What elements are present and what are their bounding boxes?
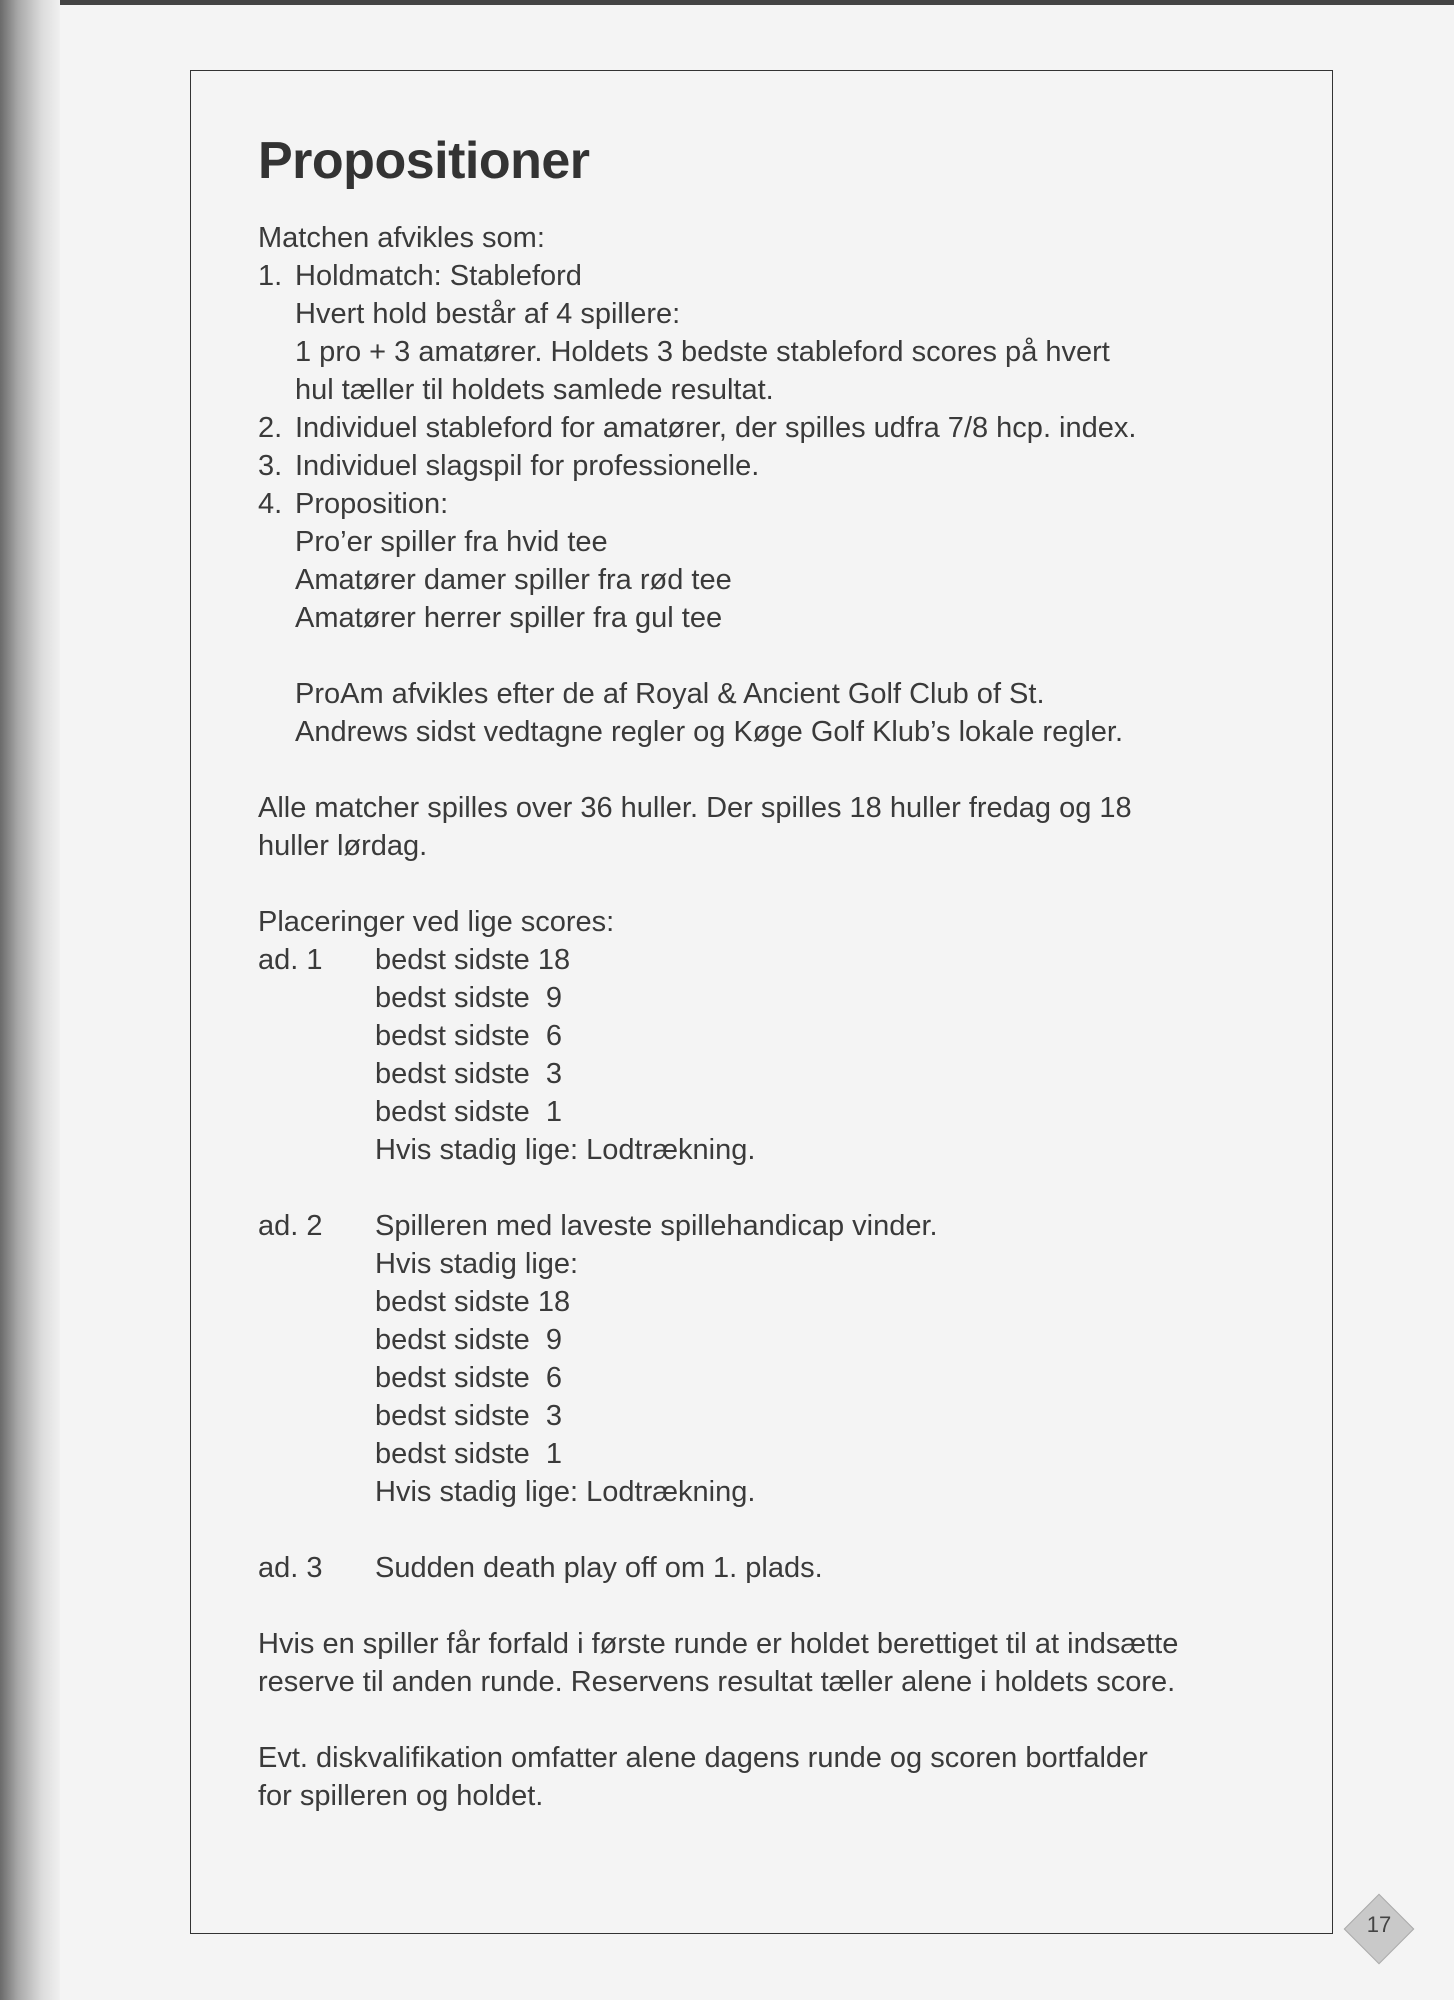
ad-section-2 <box>258 1207 1298 1511</box>
list-item <box>258 409 1298 447</box>
list-line: Pro’er spiller fra hvid tee <box>295 526 608 558</box>
list-line: Amatører herrer spiller fra gul tee <box>295 602 723 634</box>
page-top-edge <box>0 0 1454 5</box>
ad-line: Hvis stadig lige: <box>375 1248 579 1280</box>
ad-line: bedst sidste 6 <box>375 1362 562 1394</box>
ad-line: bedst sidste 3 <box>375 1058 562 1090</box>
page-content <box>258 125 1298 1815</box>
ad-label: ad. 3 <box>258 1552 323 1584</box>
list-item <box>258 485 1298 751</box>
list-item <box>258 257 1298 409</box>
tie-heading: Placeringer ved lige scores: <box>258 906 615 938</box>
ad-line: bedst sidste 1 <box>375 1438 562 1470</box>
list-item <box>258 447 1298 485</box>
page-title: Propositioner <box>258 132 590 190</box>
disqualification-note <box>258 1739 1298 1815</box>
reserve-note-line: reserve til anden runde. Reservens resultat tæller alene i holdets score. <box>258 1666 1176 1698</box>
list-line: Hvert hold består af 4 spillere: <box>295 298 681 330</box>
dq-note-line: Evt. diskvalifikation omfatter alene dagens runde og scoren bortfalder <box>258 1742 1148 1774</box>
binding-gutter-shadow <box>0 0 60 2000</box>
list-line: Individuel slagspil for professionelle. <box>295 450 760 482</box>
list-line: Proposition: <box>295 488 449 520</box>
ad-section-1 <box>258 941 1298 1169</box>
page-number: 17 <box>1366 1912 1392 1937</box>
list-line: hul tæller til holdets samlede resultat. <box>295 374 774 406</box>
ad-line: bedst sidste 3 <box>375 1400 562 1432</box>
list-line: 1 pro + 3 amatører. Holdets 3 bedste stableford scores på hvert <box>295 336 1110 368</box>
ad-line: bedst sidste 18 <box>375 944 571 976</box>
matches-note-line: Alle matcher spilles over 36 huller. Der spilles 18 huller fredag og 18 <box>258 792 1132 824</box>
ad-section-3 <box>258 1549 1298 1587</box>
list-line: Individuel stableford for amatører, der spilles udfra 7/8 hcp. index. <box>295 412 1137 444</box>
ad-label: ad. 1 <box>258 944 323 976</box>
ad-line: bedst sidste 18 <box>375 1286 571 1318</box>
rules-note-line: ProAm afvikles efter de af Royal & Ancient Golf Club of St. <box>295 678 1045 710</box>
reserve-note <box>258 1625 1298 1701</box>
ad-line: bedst sidste 9 <box>375 1324 562 1356</box>
list-number: 4. <box>258 488 283 520</box>
ad-line: bedst sidste 1 <box>375 1096 562 1128</box>
numbered-list <box>258 257 1298 751</box>
list-number: 3. <box>258 450 283 482</box>
rules-note <box>295 675 1123 751</box>
list-number: 2. <box>258 412 283 444</box>
dq-note-line: for spilleren og holdet. <box>258 1780 544 1812</box>
ad-line: Spilleren med laveste spillehandicap vinder. <box>375 1210 938 1242</box>
reserve-note-line: Hvis en spiller får forfald i første runde er holdet berettiget til at indsætte <box>258 1628 1179 1660</box>
list-number: 1. <box>258 260 283 292</box>
ad-line: bedst sidste 9 <box>375 982 562 1014</box>
list-line: Holdmatch: Stableford <box>295 260 582 292</box>
matches-note-line: huller lørdag. <box>258 830 428 862</box>
ad-line: bedst sidste 6 <box>375 1020 562 1052</box>
intro-text: Matchen afvikles som: <box>258 222 545 254</box>
matches-note <box>258 789 1298 865</box>
ad-line: Hvis stadig lige: Lodtrækning. <box>375 1134 756 1166</box>
ad-line: Hvis stadig lige: Lodtrækning. <box>375 1476 756 1508</box>
list-line: Amatører damer spiller fra rød tee <box>295 564 732 596</box>
rules-note-line: Andrews sidst vedtagne regler og Køge Golf Klub’s lokale regler. <box>295 716 1124 748</box>
ad-label: ad. 2 <box>258 1210 323 1242</box>
ad-line: Sudden death play off om 1. plads. <box>375 1552 823 1584</box>
